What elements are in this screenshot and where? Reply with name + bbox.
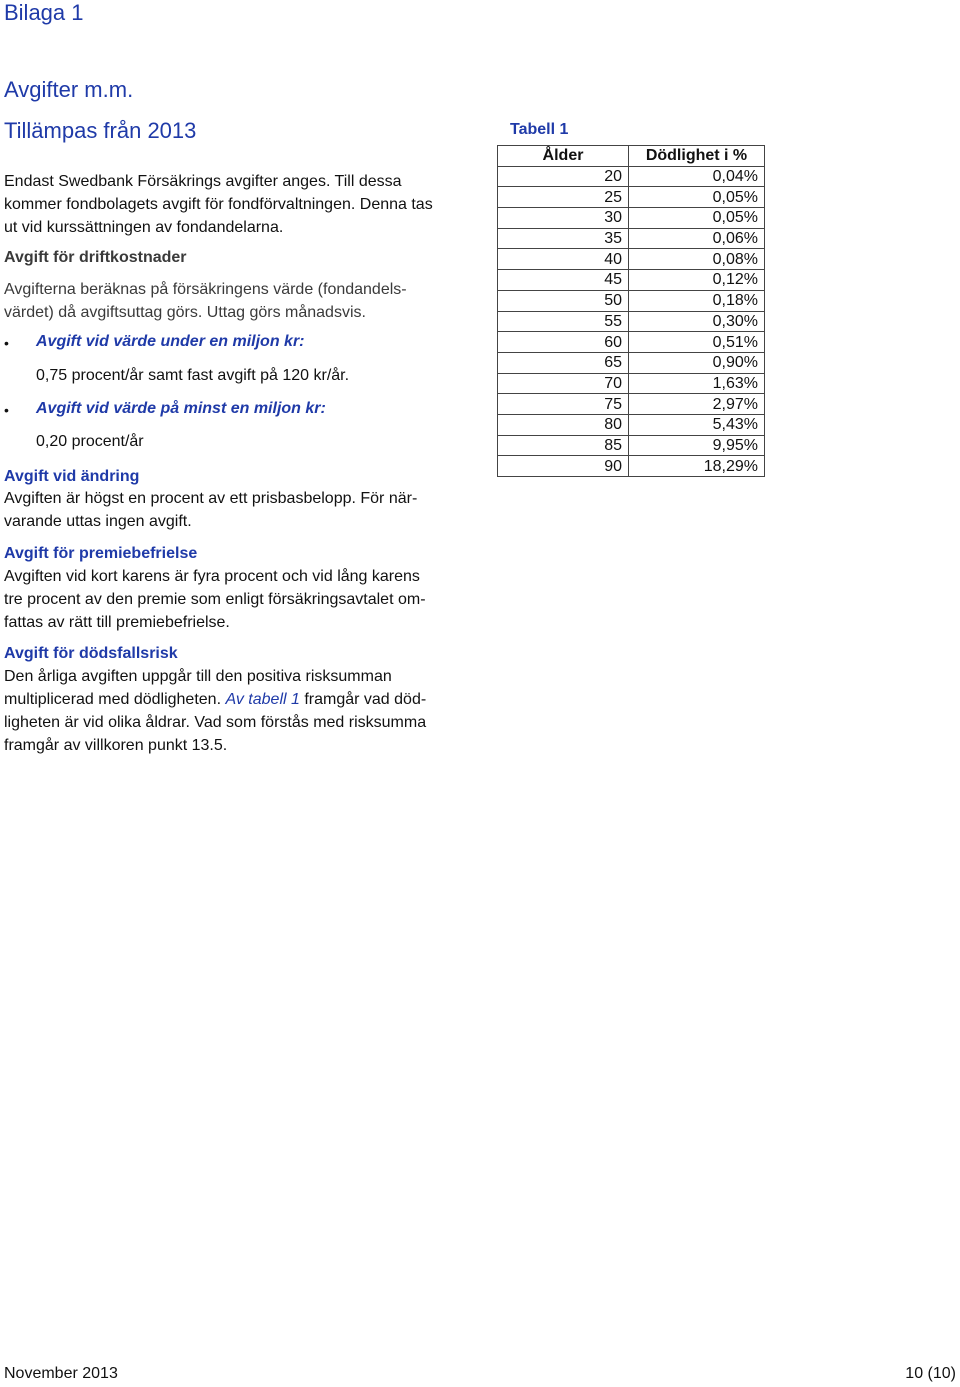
age-cell: 40 bbox=[498, 249, 629, 270]
appendix-label: Bilaga 1 bbox=[4, 0, 84, 25]
mortality-cell: 0,12% bbox=[629, 270, 765, 291]
age-cell: 30 bbox=[498, 208, 629, 229]
dodsfall-paragraph bbox=[4, 665, 474, 757]
table-row bbox=[498, 187, 765, 208]
table-body bbox=[498, 166, 765, 476]
page-subtitle: Tillämpas från 2013 bbox=[4, 118, 197, 143]
intro-line: kommer fondbolagets avgift för fondförvaltningen. Denna tas bbox=[4, 196, 433, 213]
dodsfall-text: framgår vad död- bbox=[299, 691, 427, 708]
table-row bbox=[498, 435, 765, 456]
age-cell: 35 bbox=[498, 228, 629, 249]
premiebefrielse-line: Avgiften vid kort karens är fyra procent och vid lång karens bbox=[4, 568, 420, 585]
mortality-cell: 0,04% bbox=[629, 166, 765, 187]
dodsfall-line bbox=[4, 688, 474, 711]
mortality-cell: 0,51% bbox=[629, 332, 765, 353]
age-cell: 65 bbox=[498, 352, 629, 373]
age-cell: 85 bbox=[498, 435, 629, 456]
age-cell: 75 bbox=[498, 394, 629, 415]
age-cell: 25 bbox=[498, 187, 629, 208]
table-row bbox=[498, 332, 765, 353]
mortality-cell: 18,29% bbox=[629, 456, 765, 477]
bullet-label-under-million: Avgift vid värde under en miljon kr: bbox=[36, 333, 305, 350]
bullet-label-over-million: Avgift vid värde på minst en miljon kr: bbox=[36, 400, 326, 417]
intro-line: Endast Swedbank Försäkrings avgifter anges. Till dessa bbox=[4, 173, 402, 190]
mortality-cell: 0,90% bbox=[629, 352, 765, 373]
mortality-cell: 9,95% bbox=[629, 435, 765, 456]
bullet-icon: • bbox=[4, 402, 9, 418]
section-heading-dodsfall: Avgift för dödsfallsrisk bbox=[4, 645, 178, 662]
column-header-mortality: Dödlighet i % bbox=[629, 146, 765, 167]
mortality-cell: 0,30% bbox=[629, 311, 765, 332]
table-row bbox=[498, 270, 765, 291]
andring-paragraph bbox=[4, 487, 474, 533]
premiebefrielse-line: fattas av rätt till premiebefrielse. bbox=[4, 614, 230, 631]
drift-paragraph bbox=[4, 278, 474, 324]
mortality-table bbox=[497, 145, 765, 477]
mortality-cell: 0,05% bbox=[629, 208, 765, 229]
mortality-cell: 0,18% bbox=[629, 290, 765, 311]
mortality-cell: 1,63% bbox=[629, 373, 765, 394]
section-heading-drift: Avgift för driftkostnader bbox=[4, 249, 187, 266]
drift-line: Avgifterna beräknas på försäkringens värde (fondandels- bbox=[4, 281, 407, 298]
premiebefrielse-paragraph bbox=[4, 565, 474, 634]
mortality-cell: 0,06% bbox=[629, 228, 765, 249]
section-heading-andring: Avgift vid ändring bbox=[4, 468, 140, 485]
drift-line: värdet) då avgiftsuttag görs. Uttag görs månadsvis. bbox=[4, 304, 366, 321]
age-cell: 45 bbox=[498, 270, 629, 291]
table-row bbox=[498, 373, 765, 394]
dodsfall-line: ligheten är vid olika åldrar. Vad som förstås med risksumma bbox=[4, 714, 427, 731]
age-cell: 50 bbox=[498, 290, 629, 311]
table-header-row bbox=[498, 146, 765, 167]
mortality-cell: 5,43% bbox=[629, 414, 765, 435]
dodsfall-line: Den årliga avgiften uppgår till den positiva risksumman bbox=[4, 668, 392, 685]
mortality-cell: 0,08% bbox=[629, 249, 765, 270]
section-heading-premiebefrielse: Avgift för premiebefrielse bbox=[4, 545, 198, 562]
age-cell: 70 bbox=[498, 373, 629, 394]
age-cell: 90 bbox=[498, 456, 629, 477]
footer-date: November 2013 bbox=[4, 1365, 118, 1382]
table-row bbox=[498, 456, 765, 477]
premiebefrielse-line: tre procent av den premie som enligt försäkringsavtalet om- bbox=[4, 591, 426, 608]
bullet-value-over-million: 0,20 procent/år bbox=[36, 433, 144, 450]
age-cell: 60 bbox=[498, 332, 629, 353]
andring-line: varande uttas ingen avgift. bbox=[4, 513, 192, 530]
table-row bbox=[498, 228, 765, 249]
intro-line: ut vid kurssättningen av fondandelarna. bbox=[4, 219, 284, 236]
table-reference: Av tabell 1 bbox=[225, 691, 300, 708]
bullet-icon: • bbox=[4, 335, 9, 351]
table-row bbox=[498, 352, 765, 373]
table-row bbox=[498, 249, 765, 270]
table-title: Tabell 1 bbox=[510, 121, 569, 138]
table-row bbox=[498, 414, 765, 435]
andring-line: Avgiften är högst en procent av ett prisbasbelopp. För när- bbox=[4, 490, 418, 507]
dodsfall-line: framgår av villkoren punkt 13.5. bbox=[4, 737, 228, 754]
table-row bbox=[498, 394, 765, 415]
table-row bbox=[498, 311, 765, 332]
dodsfall-text: multiplicerad med dödligheten. bbox=[4, 691, 226, 708]
mortality-cell: 0,05% bbox=[629, 187, 765, 208]
age-cell: 20 bbox=[498, 166, 629, 187]
page-title: Avgifter m.m. bbox=[4, 77, 134, 102]
mortality-cell: 2,97% bbox=[629, 394, 765, 415]
table-row bbox=[498, 290, 765, 311]
table-row bbox=[498, 166, 765, 187]
bullet-value-under-million: 0,75 procent/år samt fast avgift på 120 kr/år. bbox=[36, 367, 350, 384]
footer-page-number: 10 (10) bbox=[905, 1365, 956, 1382]
table-row bbox=[498, 208, 765, 229]
age-cell: 80 bbox=[498, 414, 629, 435]
column-header-age: Ålder bbox=[498, 146, 629, 167]
intro-paragraph bbox=[4, 170, 474, 239]
age-cell: 55 bbox=[498, 311, 629, 332]
